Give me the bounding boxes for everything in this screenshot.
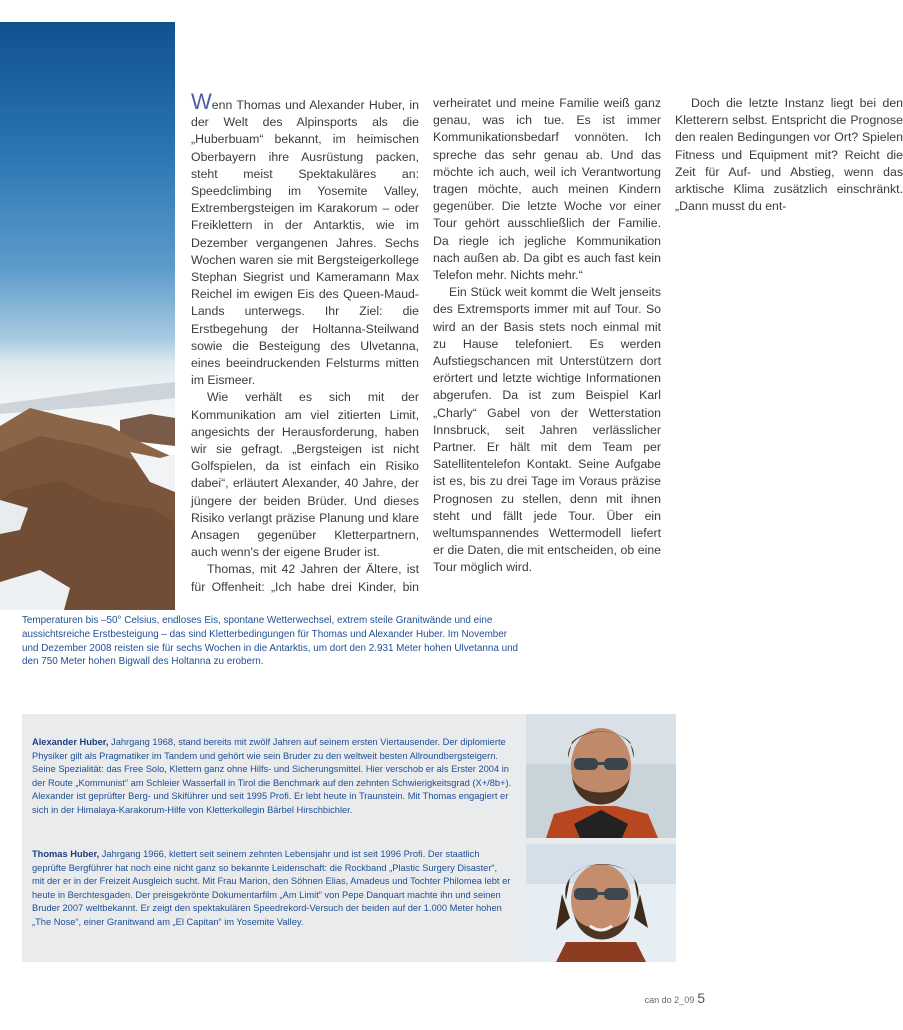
- bio-alexander-huber: [32, 736, 512, 818]
- drop-cap: W: [191, 89, 212, 114]
- page-number: 5: [697, 990, 705, 1006]
- bio-text: Jahrgang 1968, stand bereits mit zwölf Jahren auf seinem ersten Viertausender. Der diplomierte Physiker gilt als Pragmatiker im Tandem und gehört wie sein Bruder zu den weltweit besten Allroundbergsteigern. Seine Spezialität: das Free Solo, Klettern ganz ohne Hilfs- und Sicherungsmittel. Hier verschob er als Erster 2004 in der Route „Kommunist“ am Schleier Wasserfall in Tirol die Benchmark auf den zehnten Schwierigkeitsgrad (X+/8b+). Alexander ist geprüfter Berg- und Skiführer und seit 1995 Profi. Er lebt heute in Traunstein. Mit Thomas engagiert er sich in der Himalaya-Karakorum-Hilfe von Kletterkollegin Bärbel Hirschbichler.: [32, 737, 512, 815]
- antarctica-photo: [0, 22, 175, 610]
- portrait-alexander-huber: [526, 714, 676, 838]
- article-paragraph: Doch die letzte Instanz liegt bei den Kletterern selbst. Entspricht die Prognose den realen Bedingungen vor Ort? Spielen Fitness und Equipment mit? Reicht die Zeit für Auf- und Abstieg, wenn das arktische Klima zusätzlich einschränkt. „Dann musst du ent-: [675, 96, 903, 214]
- bio-thomas-huber: [32, 848, 512, 930]
- article-paragraph: Thomas, mit 42 Jahren der Ältere, ist für Offenheit: „Ich habe drei Kinder, bin verheiratet und meine Familie weiß ganz genau, was ich tue. Es ist immer Kommunikationsbedarf vonnöten. Ich spreche das sehr genau ab. Und das möchte ich auch, weil ich Verantwortung tragen möchte, auch meinen Kindern gegenüber. Die letzte Woche vor einer Tour gehört ausschließlich der Familie. Da riegle ich jegliche Kommunikation nach außen ab. Da gibt es auch fast kein Telefon mehr. Nichts mehr.“: [191, 96, 661, 594]
- photo-landscape: [0, 22, 175, 610]
- portrait-thomas-huber: [526, 844, 676, 962]
- bio-text: Jahrgang 1966, klettert seit seinem zehnten Lebensjahr und ist seit 1996 Profi. Der staatlich geprüfte Bergführer hat noch eine nicht ganz so bekannte Leidenschaft: die Rockband „Plastic Surgery Disaster“, mit der er in der Freizeit Ausgleich sucht. Mit Frau Marion, den Söhnen Elias, Amadeus und Tochter Philomea lebt er heute in Berchtesgaden. Der preisgekrönte Dokumentarfilm „Am Limit“ von Pepe Danquart machte ihn und seinen Bruder 2007 weltbekannt. Er zeigt den spektakulären Speedrekord-Versuch der beiden auf der 1.000 Meter hohen „The Nose“, einer Granitwand am „El Capitan“ im Yosemite Valley.: [32, 849, 511, 927]
- bio-name: Alexander Huber,: [32, 737, 109, 747]
- article-paragraph: Wie verhält es sich mit der Kommunikation am viel zitierten Limit, angesichts der Herausforderung, haben wir sie gefragt. „Bergsteigen ist nicht Golfspielen, da ist einfach ein Risiko dabei“, erläutert Alexander, 40 Jahre, der jüngere der beiden Brüder. Und dieses Risiko verlangt präzise Planung und klare Ansagen gegenüber Kletterpartnern, auch wenn's der eigene Bruder ist.: [191, 390, 419, 560]
- article-body: [191, 89, 903, 605]
- biography-box: [22, 714, 676, 962]
- bio-name: Thomas Huber,: [32, 849, 100, 859]
- article-paragraph: Wenn Thomas und Alexander Huber, in der Welt des Alpinsports als die „Huberbuam“ bekannt, im heimischen Oberbayern ihre Ausrüstung packen, steht meist Spektakuläres an: Speedclimbing im Yosemite Valley, Extrembergsteigen im Karakorum – oder Freiklettern in der Antarktis, wie im Dezember vergangenen Jahres. Sechs Wochen waren sie mit Bergsteigerkollege Stephan Siegrist und Kameramann Max Reichel im ewigen Eis des Queen-Maud-Lands unterwegs. Ihr Ziel: die Erstbegehung der Holtanna-Steilwand sowie die Besteigung des Ulvetanna, eines beeindruckenden Felsturms mitten im Eismeer.: [191, 89, 419, 388]
- magazine-issue-label: can do 2_09: [644, 995, 695, 1005]
- page-footer: [645, 990, 705, 1006]
- article-paragraph: Ein Stück weit kommt die Welt jenseits des Extremsports immer mit auf Tour. So wird an der Basis stets noch einmal mit zu Hause telefoniert. Es werden Aufstiegschancen mit Unterstützern dort erörtert und letzte wichtige Informationen abgerufen. Da ist zum Beispiel Karl „Charly“ Gabel von der Wetterstation Innsbruck, seit Jahren verlässlicher Partner. Er hält mit dem Team per Satellitentelefon Kontakt. Seine Aufgabe ist es, bis zu drei Tage im Voraus präzise Prognosen zu stellen, denn mit ihnen steht und fällt jede Tour. Über ein weltumspannendes Wettermodell liefert er die Daten, die mit entscheiden, ob eine Tour möglich wird.: [433, 285, 661, 575]
- photo-caption: Temperaturen bis –50° Celsius, endloses Eis, spontane Wetterwechsel, extrem steile Granitwände und eine aussichtsreiche Erstbesteigung – das sind Kletterbedingungen für Thomas und Alexander Huber. Im November und Dezember 2008 reisten sie für sechs Wochen in die Antarktis, um dort den 2.931 Meter hohen Ulvetanna und den 750 Meter hohen Bigwall des Holtanna zu erobern.: [22, 615, 519, 668]
